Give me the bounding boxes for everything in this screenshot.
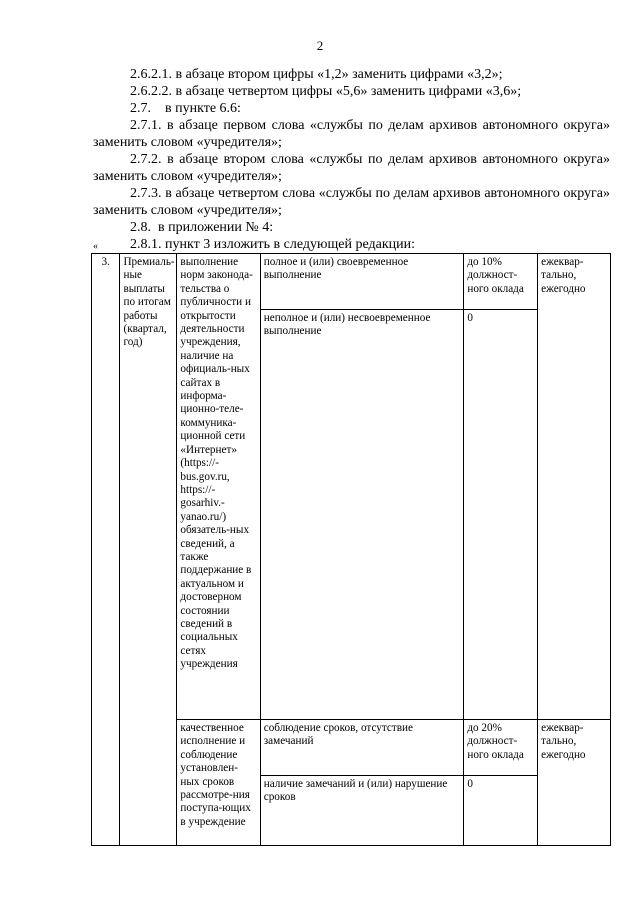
paragraph-2-7-1: 2.7.1. в абзаце первом слова «службы по делам архивов автономного округа» заменить словом «учредителя»; bbox=[93, 118, 610, 150]
paragraph-2-8-1: 2.8.1. пункт 3 изложить в следующей редакции: bbox=[130, 237, 415, 252]
paragraph-2-6-2-1: 2.6.2.1. в абзаце втором цифры «1,2» заменить цифрами «3,2»; bbox=[130, 67, 503, 82]
open-quote-mark: « bbox=[93, 241, 98, 252]
payment-type-cell: Премиаль-ные выплаты по итогам работы (квартал, год) bbox=[120, 254, 177, 846]
bonus-payments-table bbox=[91, 253, 611, 846]
condition-cell: полное и (или) своевременное выполнение bbox=[260, 254, 464, 310]
criterion-cell: качественное исполнение и соблюдение установлен-ных сроков рассмотре-ния поступа-ющих в учреждение bbox=[177, 720, 260, 846]
condition-cell: соблюдение сроков, отсутствие замечаний bbox=[260, 720, 464, 776]
paragraph-2-6-2-2: 2.6.2.2. в абзаце четвертом цифры «5,6» заменить цифрами «3,6»; bbox=[130, 84, 522, 99]
amount-cell: 0 bbox=[464, 776, 538, 846]
paragraph-2-7: 2.7. в пункте 6.6: bbox=[130, 101, 241, 116]
paragraph-2-7-2: 2.7.2. в абзаце втором слова «службы по делам архивов автономного округа» заменить словом «учредителя»; bbox=[93, 152, 610, 184]
amendment-text bbox=[93, 66, 610, 253]
table-row bbox=[92, 254, 611, 310]
paragraph-2-8: 2.8. в приложении № 4: bbox=[130, 220, 274, 235]
condition-cell: неполное и (или) несвоевременное выполнение bbox=[260, 310, 464, 720]
amount-cell: до 20% должност-ного оклада bbox=[464, 720, 538, 776]
frequency-cell: ежеквар-тально, ежегодно bbox=[538, 254, 611, 720]
criterion-cell: выполнение норм законода-тельства о публичности и открытости деятельности учреждения, наличие на официаль-ных сайтах в информа-ционно-теле-коммуника-ционной сети «Интернет» (https://-bus.gov.ru, https://-gosarhiv.-yanao.ru/) обязатель-ных сведений, а также поддержание в актуальном и достоверном состоянии сведений в социальных сетях учреждения bbox=[177, 254, 260, 720]
amount-cell: 0 bbox=[464, 310, 538, 720]
paragraph-2-7-3: 2.7.3. в абзаце четвертом слова «службы по делам архивов автономного округа» заменить словом «учредителя»; bbox=[93, 186, 610, 218]
condition-cell: наличие замечаний и (или) нарушение сроков bbox=[260, 776, 464, 846]
row-number-cell: 3. bbox=[92, 254, 120, 846]
amount-cell: до 10% должност-ного оклада bbox=[464, 254, 538, 310]
page-number: 2 bbox=[316, 38, 324, 53]
frequency-cell: ежеквар-тально, ежегодно bbox=[538, 720, 611, 846]
